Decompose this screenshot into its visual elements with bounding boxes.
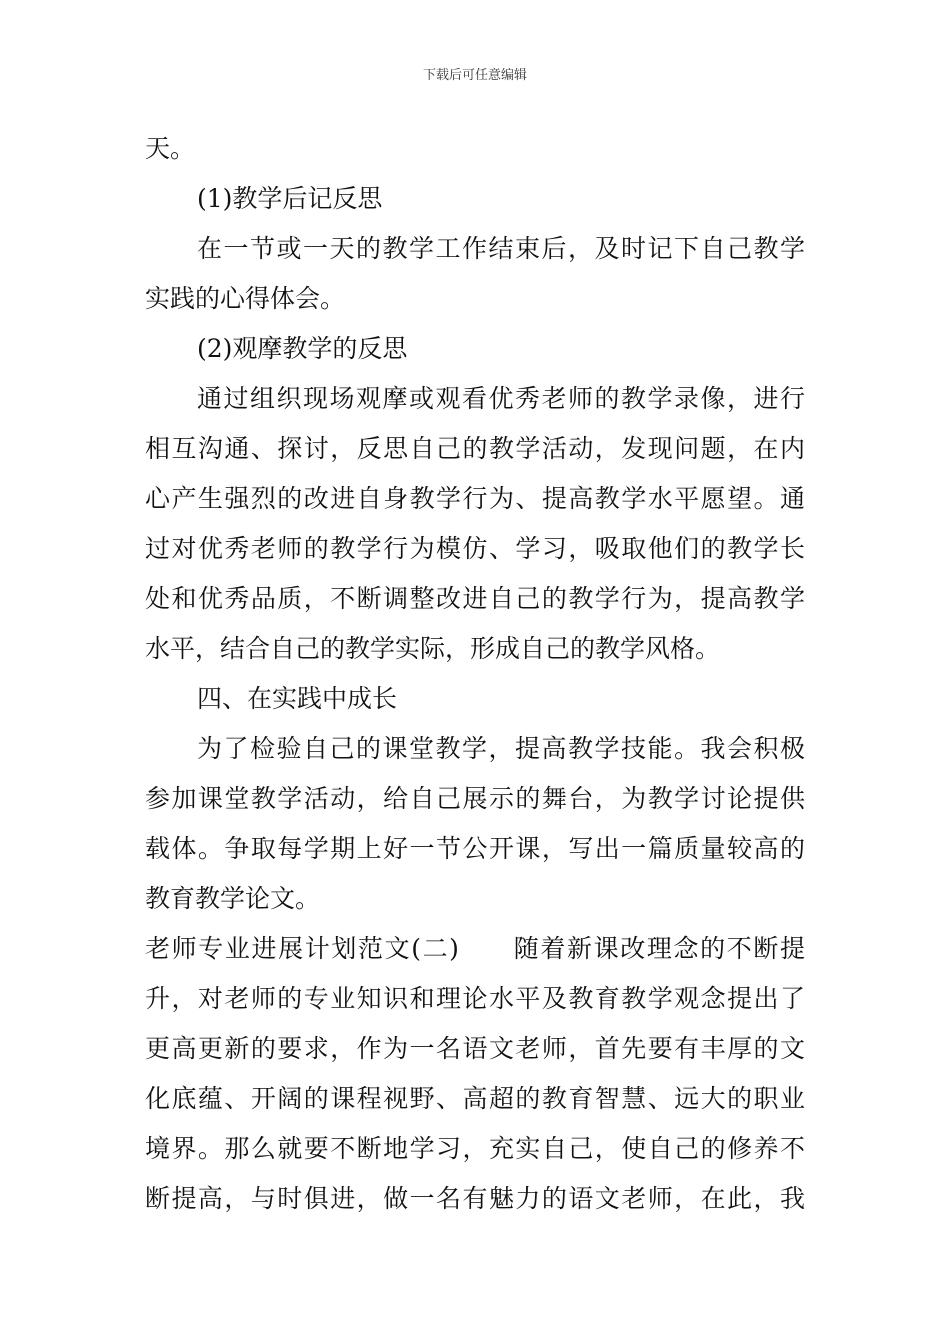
- document-body: [145, 124, 805, 1224]
- text-line: 老师专业进展计划范文(二) 随着新课改理念的不断提: [145, 934, 805, 963]
- text-line: 化底蕴、开阔的课程视野、高超的教育智慧、远大的职业: [145, 1084, 805, 1113]
- text-line: 处和优秀品质，不断调整改进自己的教学行为，提高教学: [145, 584, 805, 613]
- text-line: 过对优秀老师的教学行为模仿、学习，吸取他们的教学长: [145, 534, 805, 563]
- text-line: 参加课堂教学活动，给自己展示的舞台，为教学讨论提供: [145, 784, 805, 813]
- text-line: 水平，结合自己的教学实际，形成自己的教学风格。: [145, 634, 721, 663]
- text-line: 境界。那么就要不断地学习，充实自己，使自己的修养不: [145, 1134, 805, 1163]
- text-line: 实践的心得体会。: [145, 284, 346, 313]
- text-line: 升，对老师的专业知识和理论水平及教育教学观念提出了: [145, 984, 805, 1013]
- page-header: 下载后可任意编辑: [422, 68, 527, 83]
- text-line: 更高更新的要求，作为一名语文老师，首先要有丰厚的文: [145, 1034, 805, 1063]
- text-line: 相互沟通、探讨，反思自己的教学活动，发现问题，在内: [145, 434, 805, 463]
- text-line: 教育教学论文。: [145, 884, 321, 913]
- text-line: 心产生强烈的改进自身教学行为、提高教学水平愿望。通: [145, 484, 805, 513]
- text-line: 通过组织现场观摩或观看优秀老师的教学录像，进行: [197, 384, 805, 413]
- text-line: 断提高，与时俱进，做一名有魅力的语文老师，在此，我: [145, 1184, 805, 1213]
- text-line: 在一节或一天的教学工作结束后，及时记下自己教学: [197, 234, 805, 263]
- text-line: 为了检验自己的课堂教学，提高教学技能。我会积极: [197, 734, 805, 763]
- text-line: 载体。争取每学期上好一节公开课，写出一篇质量较高的: [145, 834, 805, 863]
- text-line: (2)观摩教学的反思: [197, 334, 408, 363]
- text-line: 天。: [145, 134, 196, 163]
- text-line: 四、在实践中成长: [197, 684, 398, 713]
- text-line: (1)教学后记反思: [197, 184, 383, 213]
